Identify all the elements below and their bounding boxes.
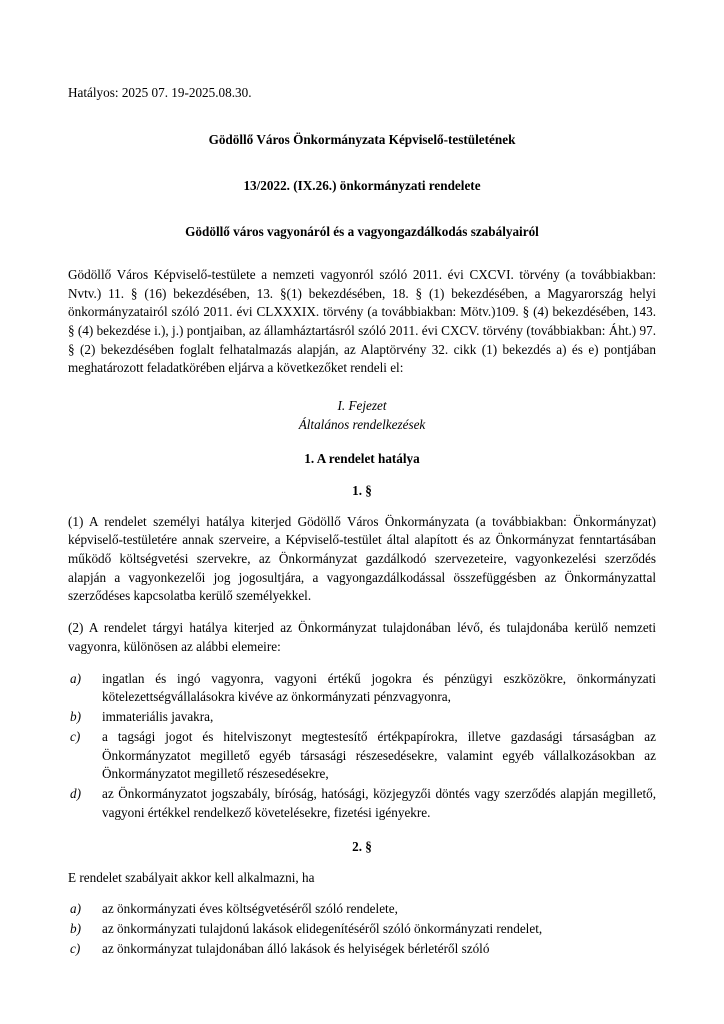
list-item-label: d) bbox=[70, 786, 81, 802]
chapter-number: I. Fejezet bbox=[337, 398, 387, 414]
list-item bbox=[68, 940, 656, 959]
paragraph-1-1: (1) A rendelet személyi hatálya kiterjed Gödöllő Város Önkormányzata (a továbbiakban: Önkormányzat) képviselő-testületére annak szerveire, a Képviselő-testület által alapított és az Önkormányzat fenntartásában működő költségvetési szervekre, az Önkormányzat gazdálkodó szervezeteire, vagyonkezelési szerződés alapján a vagyonkezelői jog jogosultjára, a vagyongazdálkodással összefüggésben az Önkormányzattal szerződéses kapcsolatba kerülő személyekkel. bbox=[68, 513, 656, 604]
list-item bbox=[68, 785, 656, 822]
title-line-1: Gödöllő Város Önkormányzata Képviselő-testületének bbox=[208, 131, 516, 147]
list-item bbox=[68, 708, 656, 727]
preamble-paragraph: Gödöllő Város Képviselő-testülete a nemzeti vagyonról szóló 2011. évi CXCVI. törvény (a továbbiakban: Nvtv.) 11. § (16) bekezdésében, 13. §(1) bekezdésében, 18. § (1) bekezdésében, a Magyarország helyi önkormányzatairól szóló 2011. évi CLXXXIX. törvény (a továbbiakban: Mötv.)109. § (4) bekezdésében, 143. § (4) bekezdése i.), j.) pontjaiban, az államháztartásról szóló 2011. évi CXCV. törvény (továbbiakban: Áht.) 97. § (2) bekezdésében foglalt felhatalmazás alapján, az Alaptörvény 32. cikk (1) bekezdés a) és e) pontjában meghatározott feladatkörében eljárva a következőket rendeli el: bbox=[68, 266, 656, 376]
list-item-label: c) bbox=[70, 940, 81, 956]
section-heading-1: 1. A rendelet hatálya bbox=[304, 450, 420, 466]
list-item-text: a tagsági jogot és hitelviszonyt megtestesítő értékpapírokra, illetve gazdasági társaságban az Önkormányzatot megillető egyéb társasági részesedésekre, valamint egyéb vállalkozásokban az Önkormányzatot megillető részesedésekre, bbox=[102, 728, 656, 782]
list-item bbox=[68, 920, 656, 939]
chapter-header bbox=[68, 396, 656, 434]
list-item bbox=[68, 900, 656, 919]
list-item bbox=[68, 670, 656, 707]
list-item-label: b) bbox=[70, 920, 81, 936]
paragraph-number-1: 1. § bbox=[352, 482, 372, 498]
list-item bbox=[68, 728, 656, 784]
list-item-text: az Önkormányzatot jogszabály, bíróság, hatósági, közjegyzői döntés vagy szerződés alapján megillető, vagyoni értékkel rendelkező követelésekre, fizetési igényekre. bbox=[102, 786, 656, 820]
title-line-2: 13/2022. (IX.26.) önkormányzati rendelete bbox=[243, 177, 481, 193]
paragraph-1-2-list bbox=[68, 670, 656, 823]
list-item-label: a) bbox=[70, 670, 81, 686]
list-item-label: a) bbox=[70, 901, 81, 917]
list-item-text: az önkormányzat tulajdonában álló lakások és helyiségek bérletéről szóló bbox=[102, 940, 490, 956]
paragraph-1-2-intro: (2) A rendelet tárgyi hatálya kiterjed az Önkormányzat tulajdonában lévő, és tulajdonába kerülő nemzeti vagyonra, különösen az alábbi elemeire: bbox=[68, 620, 656, 654]
effective-date-line: Hatályos: 2025 07. 19-2025.08.30. bbox=[68, 85, 252, 100]
list-item-text: az önkormányzati éves költségvetéséről szóló rendelete, bbox=[102, 901, 398, 917]
paragraph-2-list bbox=[68, 900, 656, 958]
list-item-text: az önkormányzati tulajdonú lakások elidegenítéséről szóló önkormányzati rendelet, bbox=[102, 920, 543, 936]
list-item-label: c) bbox=[70, 728, 81, 744]
document-title-block bbox=[68, 132, 656, 240]
chapter-title: Általános rendelkezések bbox=[298, 417, 426, 433]
list-item-text: immateriális javakra, bbox=[102, 709, 214, 725]
list-item-label: b) bbox=[70, 709, 81, 725]
paragraph-number-2: 2. § bbox=[352, 838, 372, 854]
list-item-text: ingatlan és ingó vagyonra, vagyoni értékű jogokra és pénzügyi eszközökre, önkormányzati kötelezettségvállalásokra kivéve az önkormányzati pénzvagyonra, bbox=[102, 670, 656, 705]
paragraph-2-intro: E rendelet szabályait akkor kell alkalmazni, ha bbox=[68, 869, 315, 885]
title-line-3: Gödöllő város vagyonáról és a vagyongazdálkodás szabályairól bbox=[185, 223, 539, 239]
